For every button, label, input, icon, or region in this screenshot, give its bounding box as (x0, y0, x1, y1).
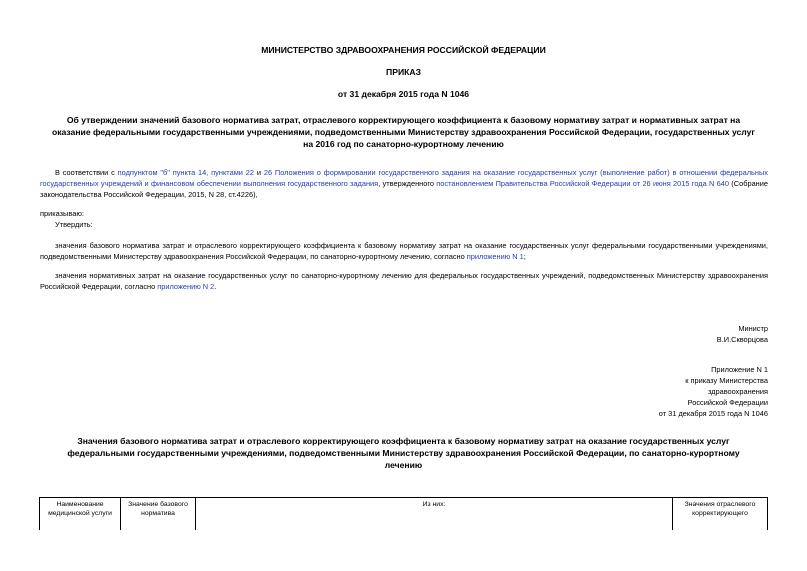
preamble (40, 167, 768, 200)
item-2-end: . (214, 282, 217, 291)
appendix-line-1: Приложение N 1 (711, 365, 768, 374)
preamble-text: , утвержденного (378, 179, 437, 188)
preamble-text: (Собрание законодательства Российской Федерации, 2015, N 28, ст.4226), (40, 179, 768, 199)
order-title (0, 114, 807, 150)
header-correction-value: Значения отраслевого корректирующего (673, 498, 768, 531)
prikazyvayu: приказываю: (40, 209, 84, 218)
appendix-title (0, 435, 807, 471)
order-item-1 (40, 240, 768, 262)
appendix-title-line-2: федеральными государственными учреждениями, подведомственными Министерству здравоохранения Российской Федерации, по санаторно-курортному (67, 448, 740, 458)
appendix-line-2: к приказу Министерства (685, 376, 768, 385)
header-base-norm: Значение базового норматива (121, 498, 196, 531)
table-header-row (40, 498, 768, 531)
link-subpoint-14[interactable]: подпунктом "б" пункта 14, пунктами 22 (117, 168, 254, 177)
norms-table (39, 497, 768, 530)
header-service-name: Наименование медицинской услуги (40, 498, 121, 531)
item-2-text: значения нормативных затрат на оказание государственных услуг по санаторно-курортному лечению для федеральных государственных учреждений, подведомственных Министерству здравоохранения Российской Федерации, согласно (40, 271, 768, 291)
ministry-heading: МИНИСТЕРСТВО ЗДРАВООХРАНЕНИЯ РОССИЙСКОЙ ФЕДЕРАЦИИ (261, 45, 546, 55)
item-1-end: ; (523, 252, 526, 261)
utverdit: Утвердить: (55, 220, 93, 229)
appendix-title-line-1: Значения базового норматива затрат и отраслевого корректирующего коэффициента к базовому нормативу затрат на оказание государственных услуг (77, 436, 730, 446)
link-appendix-2[interactable]: приложению N 2 (157, 282, 215, 291)
link-regulation[interactable]: 26 Положения о формировании государственного задания на оказание государственных услуг (выполнение работ) в отношении федеральных государственных учреждений и финансовом обеспечении выполнения государственного задания (40, 168, 768, 188)
link-appendix-1[interactable]: приложению N 1 (466, 252, 524, 261)
header-of-which: Из них: (196, 498, 673, 531)
appendix-line-3: здравоохранения (707, 387, 768, 396)
link-government-decree[interactable]: постановлением Правительства Российской Федерации от 26 июня 2015 года N 640 (436, 179, 729, 188)
preamble-text: и (253, 168, 264, 177)
appendix-reference (600, 364, 768, 419)
title-line-1: Об утверждении значений базового норматива затрат, отраслевого корректирующего коэффициента к базовому нормативу затрат и нормативных затрат на (66, 115, 741, 125)
signature (640, 323, 768, 345)
title-line-3: на 2016 год по санаторно-курортному лечению (303, 139, 504, 149)
order-heading: ПРИКАЗ (386, 67, 421, 77)
appendix-line-4: Российской Федерации (687, 398, 768, 407)
signature-name: В.И.Скворцова (716, 335, 768, 344)
item-1-text: значения базового норматива затрат и отраслевого корректирующего коэффициента к базовому нормативу затрат на оказание государственных услуг федеральными государственными учреждениями, подведомственными Министерству здравоохранения Российской Федерации, по санаторно-курортному лечению, согласно (40, 241, 768, 261)
appendix-title-line-3: лечению (384, 460, 423, 470)
preamble-text: В соответствии с (55, 168, 118, 177)
signature-position: Министр (738, 324, 768, 333)
title-line-2: оказание федеральными государственными учреждениями, подведомственными Министерству здравоохранения Российской Федерации, государственных услуг (51, 127, 756, 137)
order-item-2 (40, 270, 768, 292)
appendix-line-5: от 31 декабря 2015 года N 1046 (658, 409, 768, 418)
order-date: от 31 декабря 2015 года N 1046 (337, 89, 470, 99)
